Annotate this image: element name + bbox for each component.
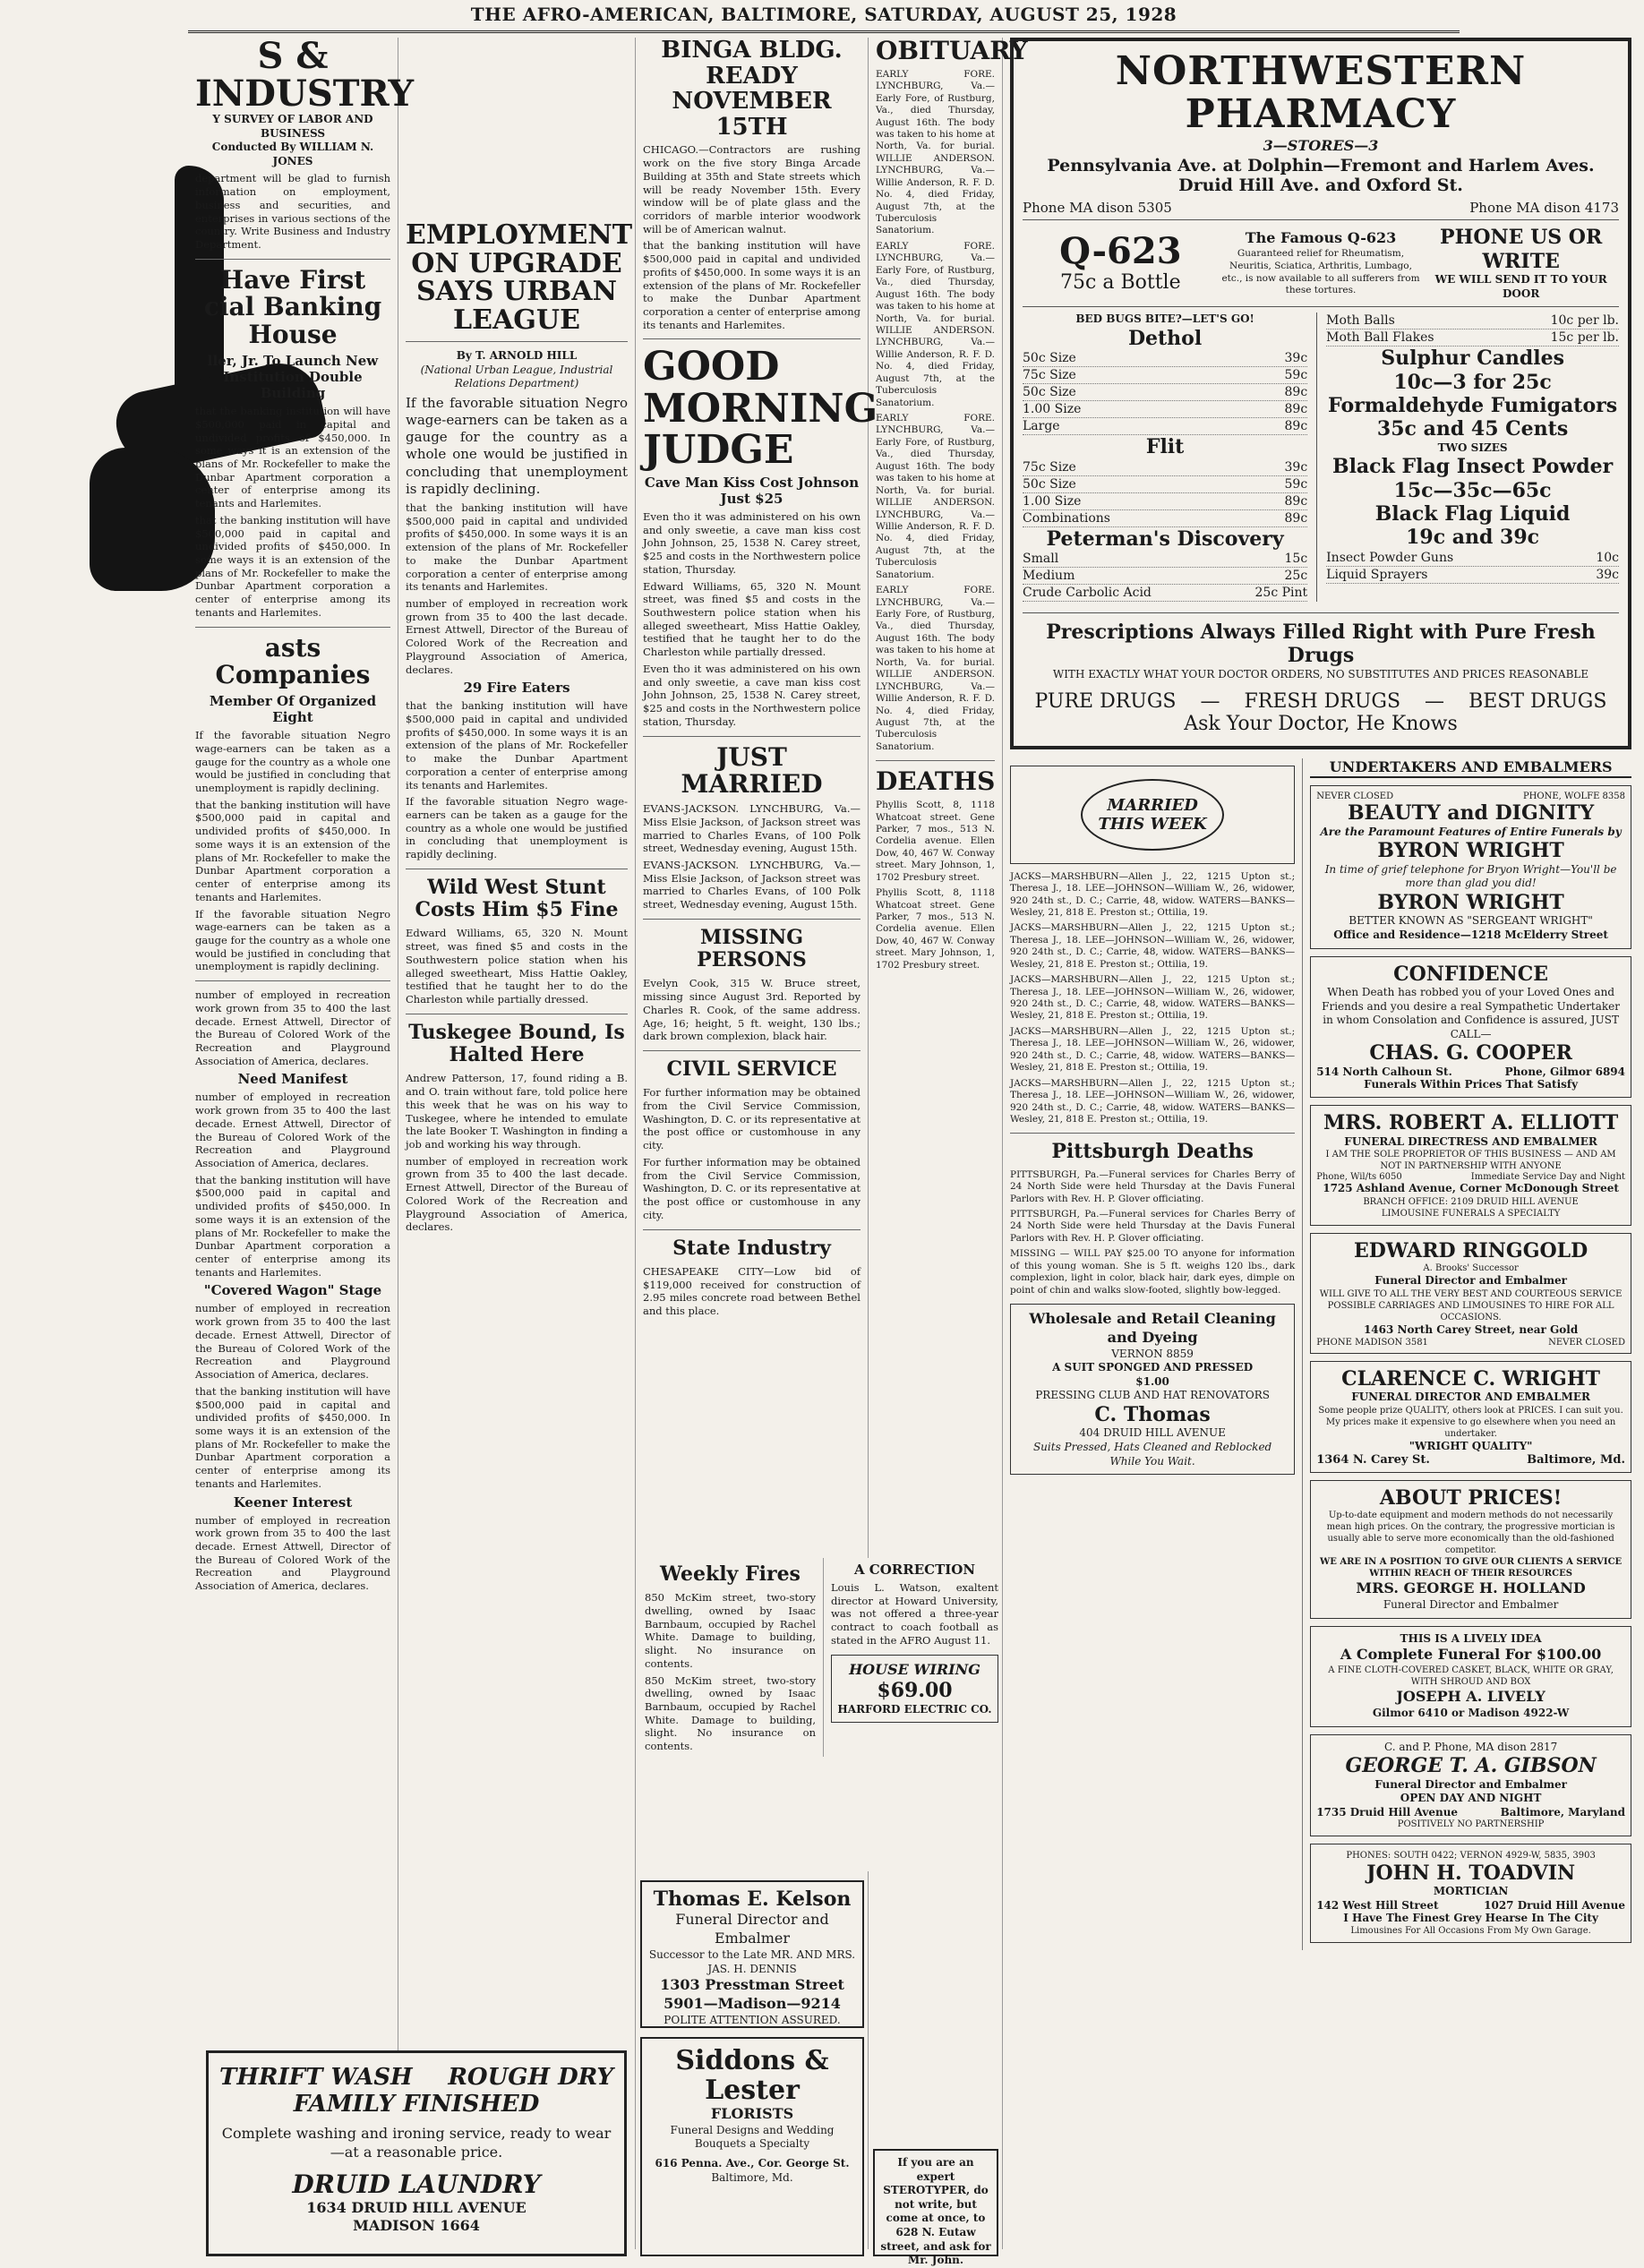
kelson-ad bbox=[640, 1880, 864, 2028]
laundry-tagline: Complete washing and ironing service, ready to wear—at a reasonable price. bbox=[221, 2125, 612, 2161]
toadvin-title: MORTICIAN bbox=[1433, 1885, 1509, 1898]
gibson-note: POSITIVELY NO PARTNERSHIP bbox=[1397, 1819, 1545, 1829]
prescriptions-sub: WITH EXACTLY WHAT YOUR DOCTOR ORDERS, NO SUBSTITUTES AND PRICES REASONABLE bbox=[1052, 667, 1589, 680]
q623-name: Q-623 bbox=[1059, 229, 1182, 272]
missing-headline: MISSING PERSONS bbox=[697, 925, 807, 972]
send-it: WE WILL SEND IT TO YOUR DOOR bbox=[1434, 272, 1607, 300]
toadvin-name: JOHN H. TOADVIN bbox=[1366, 1861, 1576, 1885]
bw-phone: PHONE, WOLFE 8358 bbox=[1522, 792, 1625, 802]
cleaning-address: 404 DRUID HILL AVENUE bbox=[1079, 1426, 1226, 1440]
price-value: 15c bbox=[1284, 551, 1308, 566]
story2-headline: asts bbox=[264, 632, 321, 663]
married-week-body-4: JACKS—MARSHBURN—Allen J., 22, 1215 Upton st.; Theresa J., 18. LEE—JOHNSON—William W., 26, widower, 920 24th st., D. C.; Carrie, 48, widow. WATERS—BANKS—Wesley, 21, 818 E. Preston st.; Ottilia, 19. bbox=[1010, 1025, 1296, 1074]
price-value: 39c bbox=[1284, 351, 1308, 366]
siddons-address: 616 Penna. Ave., Cor. George St. bbox=[655, 2156, 850, 2170]
wright-body: Some people prize QUALITY, others look at PRICES. I can suit you. My prices make it expensive to go elsewhere when you need an undertaker. bbox=[1318, 1405, 1623, 1439]
story4-subhead: "Covered Wagon" Stage bbox=[203, 1282, 382, 1299]
pharmacy-address-1: Pennsylvania Ave. at Dolphin—Fremont and Harlem Aves. bbox=[1047, 155, 1595, 175]
prices-title: ABOUT PRICES! bbox=[1379, 1486, 1563, 1511]
gibson-address: 1735 Druid Hill Avenue bbox=[1316, 1805, 1459, 1819]
price-label: Medium bbox=[1023, 568, 1075, 583]
weekly-fires-body-2: 850 McKim street, two-story dwelling, owned by Isaac Barnbaum, occupied by Rachel White. Damage to building, slight. No insurance on contents. bbox=[645, 1673, 816, 1753]
masthead: THE AFRO-AMERICAN, BALTIMORE, SATURDAY, AUGUST 25, 1928 bbox=[188, 4, 1460, 33]
cleaning-name: C. Thomas bbox=[1094, 1403, 1211, 1427]
prices-body: Up-to-date equipment and modern methods do not necessarily mean high prices. On the contrary, the progressive mortician is usually able to serve more economically than the old-fashioned competitor. bbox=[1326, 1511, 1615, 1556]
married-week-body-5: JACKS—MARSHBURN—Allen J., 22, 1215 Upton st.; Theresa J., 18. LEE—JOHNSON—William W., 26, widower, 920 24th st., D. C.; Carrie, 48, widow. WATERS—BANKS—Wesley, 21, 818 E. Preston st.; Ottilia, 19. bbox=[1010, 1077, 1296, 1125]
employment-byline: By T. ARNOLD HILL bbox=[456, 349, 578, 362]
cleaning-tagline: Suits Pressed, Hats Cleaned and Reblocked While You Wait. bbox=[1032, 1441, 1272, 1468]
married-week-body: JACKS—MARSHBURN—Allen J., 22, 1215 Upton st.; Theresa J., 18. LEE—JOHNSON—William W., 26, widower, 920 24th st., D. C.; Carrie, 48, widow. WATERS—BANKS—Wesley, 21, 818 E. Preston st.; Ottilia, 19. bbox=[1010, 870, 1296, 918]
section-title: S & INDUSTRY bbox=[195, 35, 415, 115]
wiring-price: $69.00 bbox=[877, 1679, 953, 1703]
price-row bbox=[1326, 330, 1619, 347]
sulphur-title: Sulphur Candles bbox=[1381, 347, 1564, 371]
price-value: 89c bbox=[1284, 419, 1308, 434]
price-label: 75c Size bbox=[1023, 368, 1076, 383]
kelson-phone: 5901—Madison—9214 bbox=[664, 1994, 841, 2012]
judge-body-3: Even tho it was administered on his own and only sweetie, a cave man kiss cost John Johnson, 25, 1538 N. Carey street, $25 and costs in the Northwestern police station, Thursday. bbox=[643, 662, 861, 728]
elliott-title: FUNERAL DIRECTRESS AND EMBALMER bbox=[1344, 1134, 1597, 1148]
price-row bbox=[1326, 567, 1619, 584]
pittsburgh-body: PITTSBURGH, Pa.—Funeral services for Charles Berry of 24 North Side were held Thursday at the Davis Funeral Parlors with Rev. H. P. Glover officiating. bbox=[1010, 1168, 1296, 1204]
price-label: Crude Carbolic Acid bbox=[1023, 585, 1152, 600]
q623-price: 75c a Bottle bbox=[1060, 270, 1181, 294]
price-value: 89c bbox=[1284, 385, 1308, 400]
elliott-limo: LIMOUSINE FUNERALS A SPECIALTY bbox=[1381, 1208, 1561, 1219]
judge-body: Even tho it was administered on his own and only sweetie, a cave man kiss cost John Johnson, 25, 1538 N. Carey street, $25 and costs in the Northwestern police station, Thursday. bbox=[643, 510, 861, 576]
employment-affiliation: (National Urban League, Industrial Relations Department) bbox=[420, 363, 613, 390]
confidence-title: CONFIDENCE bbox=[1393, 962, 1549, 986]
correction-headline: A CORRECTION bbox=[853, 1562, 976, 1578]
pittsburgh-body-2: PITTSBURGH, Pa.—Funeral services for Charles Berry of 24 North Side were held Thursday at the Davis Funeral Parlors with Rev. H. P. Glover officiating. bbox=[1010, 1209, 1296, 1244]
tuskegee-body: Andrew Patterson, 17, found riding a B. and O. train without fare, told police here this week that he was on his way to Tuskegee, where he intended to emulate the late Booker T. Washington in finding a job and working his way through. bbox=[406, 1072, 628, 1151]
elliott-branch: BRANCH OFFICE: 2109 DRUID HILL AVENUE bbox=[1363, 1196, 1579, 1207]
holland-name: MRS. GEORGE H. HOLLAND bbox=[1356, 1579, 1586, 1597]
price-label: Small bbox=[1023, 551, 1059, 566]
lively-title: THIS IS A LIVELY IDEA bbox=[1400, 1631, 1542, 1645]
column-ads bbox=[1003, 38, 1639, 2249]
ringgold-body: WILL GIVE TO ALL THE VERY BEST AND COURTEOUS SERVICE POSSIBLE CARRIAGES AND LIMOUSINES TO HIRE FOR ALL OCCASIONS. bbox=[1319, 1288, 1623, 1322]
story2-deck: Member Of Organized Eight bbox=[209, 693, 377, 726]
employment-lede: If the favorable situation Negro wage-earners can be taken as a gauge for the country as a whole one would be justified in concluding that unemployment is rapidly declining. bbox=[406, 394, 628, 497]
wright-name: CLARENCE C. WRIGHT bbox=[1341, 1366, 1600, 1391]
price-label: Liquid Sprayers bbox=[1326, 567, 1428, 582]
phone-us: PHONE US OR WRITE bbox=[1440, 226, 1603, 273]
kelson-successor: Successor to the Late MR. AND MRS. JAS. H. DENNIS bbox=[648, 1947, 856, 1975]
civil-headline: CIVIL SERVICE bbox=[666, 1057, 837, 1082]
price-label: 1.00 Size bbox=[1023, 493, 1082, 509]
price-row bbox=[1023, 568, 1307, 585]
bedbugs-line: BED BUGS BITE?—LET'S GO! bbox=[1075, 312, 1254, 326]
lively-name: JOSEPH A. LIVELY bbox=[1396, 1688, 1546, 1706]
blackflag-price: 15c—35c—65c bbox=[1393, 478, 1552, 502]
column-employment bbox=[398, 38, 636, 2249]
laundry-phone: MADISON 1664 bbox=[353, 2217, 480, 2235]
price-row bbox=[1023, 350, 1307, 367]
price-label: Insect Powder Guns bbox=[1326, 550, 1454, 565]
toadvin-address-2: 1027 Druid Hill Avenue bbox=[1484, 1898, 1625, 1912]
siddons-line: Funeral Designs and Wedding Bouquets a Specialty bbox=[670, 2123, 835, 2151]
price-row bbox=[1326, 550, 1619, 567]
binga-body: CHICAGO.—Contractors are rushing work on the five story Binga Arcade Building at 35th and State streets which will be ready November 15th. Every window will be of plate glass and the corridors of marble interior woodwork will be of American walnut. bbox=[643, 143, 861, 235]
liquid-price: 19c and 39c bbox=[1406, 526, 1540, 550]
siddons-ad bbox=[640, 2037, 864, 2256]
stereotyper-ad bbox=[873, 2149, 998, 2267]
employment-headline: EMPLOYMENT ON UPGRADE SAYS URBAN LEAGUE bbox=[406, 219, 633, 336]
section-subtitle: Y SURVEY OF LABOR AND BUSINESS bbox=[212, 113, 373, 140]
deaths-body-2: Phyllis Scott, 8, 1118 Whatcoat street. Gene Parker, 7 mos., 513 N. Cordelia avenue. Ellen Dow, 40, 467 W. Conway street. Mary Johnson, 1, 1702 Presbury street. bbox=[876, 887, 995, 971]
price-value: 59c bbox=[1284, 476, 1308, 492]
tuskegee-headline: Tuskegee Bound, Is Halted Here bbox=[408, 1020, 625, 1067]
holland-title: Funeral Director and Embalmer bbox=[1383, 1598, 1559, 1612]
stunt-body: Edward Williams, 65, 320 N. Mount street, was fined $5 and costs in the Southwestern police station when his alleged sweetheart, Miss Hattie Oakley, testified that he taught her to do the Charleston while partially dressed. bbox=[406, 927, 628, 1006]
married-body: EVANS-JACKSON. LYNCHBURG, Va.—Miss Elsie Jackson, of Jackson street was married to Charles Evans, of 100 Polk street, Wednesday evening, August 15th. bbox=[643, 802, 861, 855]
price-value: 89c bbox=[1284, 493, 1308, 509]
siddons-name: Siddons & Lester bbox=[675, 2045, 829, 2106]
civil-body: For further information may be obtained from the Civil Service Commission, Washington, D. C. or its representative at the post office or customhouse in any city. bbox=[643, 1086, 861, 1152]
state-body: CHESAPEAKE CITY—Low bid of $119,000 received for construction of 2.95 miles concrete road between Bethel and this place. bbox=[643, 1264, 861, 1317]
story3-body-cont: number of employed in recreation work grown from 35 to 400 the last decade. Ernest Attwell, Director of the Bureau of Colored Work of the Recreation and Playground Association of America, declares. bbox=[195, 1091, 390, 1170]
deaths-headline: DEATHS bbox=[876, 766, 996, 797]
obituary-headline: OBITUARY bbox=[876, 36, 1028, 65]
story4-body-cont: that the banking institution will have $500,000 paid in capital and undivided profits of $450,000. In some ways it is an extension of the plans of Mr. Rockefeller to make the Dunbar Apartment corporation a center of enterprise among its tenants and Harlemites. bbox=[195, 1384, 390, 1490]
price-value: 39c bbox=[1596, 567, 1619, 582]
ringgold-title: Funeral Director and Embalmer bbox=[1374, 1274, 1567, 1288]
laundry-title-3: FAMILY FINISHED bbox=[293, 2091, 540, 2118]
kelson-address: 1303 Presstman Street bbox=[660, 1976, 844, 1994]
pharmacy-stores: 3—STORES—3 bbox=[1263, 136, 1379, 154]
story3-body-cont2: that the banking institution will have $500,000 paid in capital and undivided profits of $450,000. In some ways it is an extension of the plans of Mr. Rockefeller to make the Dunbar Apartment corporation a center of enterprise among its tenants and Harlemites. bbox=[195, 1173, 390, 1279]
missing-body: Evelyn Cook, 315 W. Bruce street, missing since August 3rd. Reported by Charles R. Cook, of the same address. Age, 16; height, 5 ft. weight, 130 lbs.; dark brown complexion, black hair. bbox=[643, 977, 861, 1043]
wiring-company: HARFORD ELECTRIC CO. bbox=[837, 1702, 992, 1716]
story-body-cont: that the banking institution will have $500,000 paid in capital and undivided profits of $450,000. In some ways it is an extension of the plans of Mr. Rockefeller to make the Dunbar Apartment corporation a center of enterprise among its tenants and Harlemites. bbox=[195, 513, 390, 619]
binga-headline: BINGA BLDG. READY NOVEMBER 15TH bbox=[661, 37, 843, 141]
price-label: Combinations bbox=[1023, 510, 1110, 526]
siddons-subtitle: FLORISTS bbox=[710, 2105, 794, 2122]
price-label: 50c Size bbox=[1023, 385, 1076, 400]
best-drugs: BEST DRUGS bbox=[1468, 690, 1607, 714]
cleaning-phone: VERNON 8859 bbox=[1111, 1347, 1194, 1360]
elliott-address: 1725 Ashland Avenue, Corner McDonough Street bbox=[1323, 1182, 1619, 1195]
wright-quality: "WRIGHT QUALITY" bbox=[1409, 1439, 1533, 1452]
story5-body: number of employed in recreation work grown from 35 to 400 the last decade. Ernest Attwell, Director of the Bureau of Colored Work of the Recreation and Playground Association of America, declares. bbox=[195, 1513, 390, 1593]
story2-body-cont2: If the favorable situation Negro wage-earners can be taken as a gauge for the country as a whole one would be justified in concluding that unemployment is rapidly declining. bbox=[195, 907, 390, 973]
section-editor: Conducted By WILLIAM N. JONES bbox=[211, 141, 374, 167]
ringgold-phone: PHONE MADISON 3581 bbox=[1316, 1337, 1428, 1348]
price-row bbox=[1023, 367, 1307, 384]
price-row bbox=[1023, 459, 1307, 476]
laundry-title-1: THRIFT WASH bbox=[219, 2064, 413, 2091]
wiring-title: HOUSE WIRING bbox=[849, 1660, 980, 1678]
ringgold-address: 1463 North Carey Street, near Gold bbox=[1363, 1322, 1579, 1336]
story-deck: ller, Jr. To Launch New Institution Double Building bbox=[207, 353, 379, 402]
tuskegee-body-2: number of employed in recreation work grown from 35 to 400 the last decade. Ernest Attwell, Director of the Bureau of Colored Work of the Recreation and Playground Association of America, declares. bbox=[406, 1154, 628, 1234]
price-label: Moth Ball Flakes bbox=[1326, 330, 1434, 346]
q623-famous: The Famous Q-623 bbox=[1245, 229, 1397, 247]
story-headline: Have First bbox=[219, 264, 366, 295]
elliott-service: Immediate Service Day and Night bbox=[1470, 1172, 1625, 1183]
cooper-phone: Phone, Gilmor 6894 bbox=[1504, 1065, 1625, 1078]
married-week-badge: MARRIED THIS WEEK bbox=[1081, 779, 1224, 851]
price-label: 50c Size bbox=[1023, 476, 1076, 492]
q623-guarantee: Guaranteed relief for Rheumatism, Neuritis, Sciatica, Arthritis, Lumbago, etc., is now available to all sufferers from these tortures. bbox=[1221, 248, 1420, 296]
story4-body: number of employed in recreation work grown from 35 to 400 the last decade. Ernest Attwell, Director of the Bureau of Colored Work of the Recreation and Playground Association of America, declares. bbox=[195, 1302, 390, 1382]
cleaning-title: Wholesale and Retail Cleaning and Dyeing bbox=[1029, 1310, 1276, 1346]
price-row bbox=[1023, 585, 1307, 602]
price-row bbox=[1023, 510, 1307, 527]
fire-subhead: 29 Fire Eaters bbox=[463, 680, 570, 697]
laundry-address: 1634 DRUID HILL AVENUE bbox=[306, 2198, 527, 2216]
column-business bbox=[188, 35, 415, 2249]
toadvin-phones: PHONES: SOUTH 0422; VERNON 4929-W, 5835, 3903 bbox=[1346, 1850, 1596, 1861]
pittsburgh-headline: Pittsburgh Deaths bbox=[1051, 1140, 1254, 1164]
pharmacy-phone-left: Phone MA dison 5305 bbox=[1023, 200, 1172, 217]
judge-deck: Cave Man Kiss Cost Johnson Just $25 bbox=[644, 475, 860, 507]
elliott-name: MRS. ROBERT A. ELLIOTT bbox=[1323, 1111, 1619, 1135]
price-label: 75c Size bbox=[1023, 459, 1076, 475]
toadvin-hearse: I Have The Finest Grey Hearse In The City bbox=[1343, 1911, 1598, 1924]
fresh-drugs: FRESH DRUGS bbox=[1244, 690, 1401, 714]
bw-name-2: BYRON WRIGHT bbox=[1377, 891, 1564, 915]
price-label: Large bbox=[1023, 419, 1060, 434]
price-value: 25c Pint bbox=[1254, 585, 1308, 600]
story3-body: number of employed in recreation work grown from 35 to 400 the last decade. Ernest Attwell, Director of the Bureau of Colored Work of the Recreation and Playground Association of America, declares. bbox=[195, 989, 390, 1067]
story3-subhead: Need Manifest bbox=[237, 1071, 348, 1088]
price-value: 39c bbox=[1284, 459, 1308, 475]
bw-known: BETTER KNOWN AS "SERGEANT WRIGHT" bbox=[1349, 914, 1593, 928]
siddons-city: Baltimore, Md. bbox=[711, 2170, 793, 2184]
lower-news-block bbox=[645, 1558, 998, 1871]
binga-body-2: that the banking institution will have $500,000 paid in capital and undivided profits of $450,000. In some ways it is an extension of the plans of Mr. Rockefeller to make the Dunbar Apartment corporation a center of enterprise among its tenants and Harlemites. bbox=[643, 239, 861, 331]
peterman-title: Peterman's Discovery bbox=[1046, 526, 1284, 551]
civil-body-2: For further information may be obtained from the Civil Service Commission, Washington, D. C. or its representative at the post office or customhouse in any city. bbox=[643, 1155, 861, 1221]
bw-name: BYRON WRIGHT bbox=[1377, 839, 1564, 863]
fire-body: that the banking institution will have $500,000 paid in capital and undivided profits of $450,000. In some ways it is an extension of the plans of Mr. Rockefeller to make the Dunbar Apartment corporation a center of enterprise among its tenants and Harlemites. bbox=[406, 699, 628, 792]
fire-body-2: If the favorable situation Negro wage-earners can be taken as a gauge for the country as a whole one would be justified in concluding that unemployment is rapidly declining. bbox=[406, 795, 628, 861]
price-row bbox=[1023, 476, 1307, 493]
stereotyper-text: If you are an expert STEROTYPER, do not write, but come at once, to 628 N. Eutaw street, and ask for Mr. John. bbox=[880, 2156, 991, 2267]
employment-body-2: number of employed in recreation work grown from 35 to 400 the last decade. Ernest Attwell, Director of the Bureau of Colored Work of the Recreation and Playground Association of America, declares. bbox=[406, 596, 628, 676]
judge-body-2: Edward Williams, 65, 320 N. Mount street, was fined $5 and costs in the Southwestern police station when his alleged sweetheart, Miss Hattie Oakley, testified that he taught her to do the Charleston while partially dressed. bbox=[643, 579, 861, 659]
pure-drugs: PURE DRUGS bbox=[1034, 690, 1177, 714]
judge-headline: GOOD MORNING JUDGE bbox=[643, 344, 878, 473]
story-headline-2: cial Banking House bbox=[203, 292, 382, 350]
story5-subhead: Keener Interest bbox=[233, 1493, 353, 1511]
cooper-tagline: Funerals Within Prices That Satisfy bbox=[1364, 1077, 1579, 1091]
ask-doctor: Ask Your Doctor, He Knows bbox=[1184, 713, 1458, 736]
dethol-price-list bbox=[1023, 350, 1307, 435]
story-body: that the banking institution will have $500,000 paid in capital and undivided profits of $450,000. In some ways it is an extension of the plans of Mr. Rockefeller to make the Dunbar Apartment corporation a center of enterprise among its tenants and Harlemites. bbox=[195, 405, 390, 510]
bw-office: Office and Residence—1218 McElderry Street bbox=[1333, 929, 1608, 942]
elliott-phone: Phone, Wil/ts 6050 bbox=[1316, 1172, 1402, 1183]
confidence-body: When Death has robbed you of your Loved Ones and Friends and you desire a real Sympathetic Undertaker in whom Consolation and Confidence is assured, JUST CALL— bbox=[1322, 986, 1621, 1040]
laundry-name: DRUID LAUNDRY bbox=[292, 2169, 541, 2199]
price-value: 10c per lb. bbox=[1550, 313, 1619, 329]
married-week-body-3: JACKS—MARSHBURN—Allen J., 22, 1215 Upton st.; Theresa J., 18. LEE—JOHNSON—William W., 26, widower, 920 24th st., D. C.; Carrie, 48, widow. WATERS—BANKS—Wesley, 21, 818 E. Preston st.; Ottilia, 19. bbox=[1010, 974, 1296, 1022]
toadvin-limo: Limousines For All Occasions From My Own Garage. bbox=[1350, 1926, 1591, 1937]
price-value: 25c bbox=[1284, 568, 1308, 583]
cooper-name: CHAS. G. COOPER bbox=[1369, 1041, 1572, 1066]
bw-never-closed: NEVER CLOSED bbox=[1316, 792, 1394, 802]
price-value: 89c bbox=[1284, 510, 1308, 526]
dethol-title: Dethol bbox=[1127, 326, 1203, 350]
elliott-owner: I AM THE SOLE PROPRIETOR OF THIS BUSINESS — AND AM NOT IN PARTNERSHIP WITH ANYONE bbox=[1325, 1150, 1616, 1172]
kelson-title: Funeral Director and Embalmer bbox=[675, 1911, 829, 1947]
sulphur-price: 10c—3 for 25c bbox=[1393, 370, 1552, 394]
undertakers-header: UNDERTAKERS AND EMBALMERS bbox=[1310, 758, 1631, 779]
weekly-fires-headline: Weekly Fires bbox=[660, 1562, 801, 1586]
lower-right-block bbox=[1010, 758, 1631, 1951]
obituary-body-4: EARLY FORE. LYNCHBURG, Va.—Early Fore, of Rustburg, Va., died Thursday, August 16th. The body was taken to his home at North, Va. for burial. WILLIE ANDERSON. LYNCHBURG, Va.—Willie Anderson, R. F. D. No. 4, died Friday, August 7th, at the Tuberculosis Sanatorium. bbox=[876, 585, 995, 752]
bw-grief: In time of grief telephone for Bryon Wright—You'll be more than glad you did! bbox=[1324, 862, 1617, 890]
liquid-title: Black Flag Liquid bbox=[1374, 502, 1571, 526]
price-label: Moth Balls bbox=[1326, 313, 1395, 329]
toadvin-address-1: 142 West Hill Street bbox=[1316, 1898, 1439, 1912]
price-label: 1.00 Size bbox=[1023, 402, 1082, 417]
obituary-body-3: EARLY FORE. LYNCHBURG, Va.—Early Fore, of Rustburg, Va., died Thursday, August 16th. The body was taken to his home at North, Va. for burial. WILLIE ANDERSON. LYNCHBURG, Va.—Willie Anderson, R. F. D. No. 4, died Friday, August 7th, at the Tuberculosis Sanatorium. bbox=[876, 413, 995, 580]
gibson-hours: OPEN DAY AND NIGHT bbox=[1400, 1792, 1542, 1805]
price-row bbox=[1023, 401, 1307, 418]
gibson-title: Funeral Director and Embalmer bbox=[1374, 1777, 1567, 1791]
price-row bbox=[1023, 418, 1307, 435]
price-value: 89c bbox=[1284, 402, 1308, 417]
cooper-address: 514 North Calhoun St. bbox=[1316, 1065, 1452, 1078]
gibson-city: Baltimore, Maryland bbox=[1500, 1805, 1625, 1819]
correction-body: Louis L. Watson, exaltent director at Howard University, was not offered a three-year contract to coach football as stated in the AFRO August 11. bbox=[831, 1581, 998, 1647]
formal-price: 35c and 45 Cents bbox=[1376, 417, 1569, 441]
sprayer-price-list bbox=[1326, 550, 1619, 584]
stunt-headline: Wild West Stunt Costs Him $5 Fine bbox=[415, 875, 619, 922]
cleaning-club: PRESSING CLUB AND HAT RENOVATORS bbox=[1035, 1389, 1270, 1402]
ringgold-never-closed: NEVER CLOSED bbox=[1548, 1337, 1625, 1348]
pharmacy-address-2: Druid Hill Ave. and Oxford St. bbox=[1178, 175, 1463, 196]
obituary-body-2: EARLY FORE. LYNCHBURG, Va.—Early Fore, of Rustburg, Va., died Thursday, August 16th. The body was taken to his home at North, Va. for burial. WILLIE ANDERSON. LYNCHBURG, Va.—Willie Anderson, R. F. D. No. 4, died Friday, August 7th, at the Tuberculosis Sanatorium. bbox=[876, 240, 995, 408]
deaths-body: Phyllis Scott, 8, 1118 Whatcoat street. Gene Parker, 7 mos., 513 N. Cordelia avenue. Ellen Dow, 40, 467 W. Conway street. Mary Johnson, 1, 1702 Presbury street. bbox=[876, 800, 995, 883]
pharmacy-name: NORTHWESTERN PHARMACY bbox=[1115, 48, 1527, 138]
lively-body: A FINE CLOTH-COVERED CASKET, BLACK, WHITE OR GRAY, WITH SHROUD AND BOX bbox=[1328, 1665, 1614, 1688]
flit-title: Flit bbox=[1145, 435, 1185, 459]
pharmacy-phone-right: Phone MA dison 4173 bbox=[1469, 200, 1619, 217]
formal-sizes: TWO SIZES bbox=[1437, 441, 1508, 454]
cleaning-suit: A SUIT SPONGED AND PRESSED bbox=[1052, 1361, 1254, 1374]
state-headline: State Industry bbox=[672, 1236, 831, 1260]
bw-sub: Are the Paramount Features of Entire Funerals by bbox=[1320, 825, 1622, 838]
price-row bbox=[1023, 551, 1307, 568]
lively-phone: Gilmor 6410 or Madison 4922-W bbox=[1372, 1707, 1570, 1720]
formal-title: Formaldehyde Fumigators bbox=[1328, 393, 1618, 417]
married-week-body-2: JACKS—MARSHBURN—Allen J., 22, 1215 Upton st.; Theresa J., 18. LEE—JOHNSON—William W., 26, widower, 920 24th st., D. C.; Carrie, 48, widow. WATERS—BANKS—Wesley, 21, 818 E. Preston st.; Ottilia, 19. bbox=[1010, 922, 1296, 970]
price-value: 15c per lb. bbox=[1550, 330, 1619, 346]
peterman-price-list bbox=[1023, 551, 1307, 602]
price-value: 10c bbox=[1596, 550, 1619, 565]
blackflag-title: Black Flag Insect Powder bbox=[1331, 455, 1614, 479]
weekly-fires-body: 850 McKim street, two-story dwelling, owned by Isaac Barnbaum, occupied by Rachel White. Damage to building, slight. No insurance on contents. bbox=[645, 1591, 816, 1670]
price-row bbox=[1326, 312, 1619, 330]
story2-headline-2: Companies bbox=[215, 660, 371, 690]
gibson-phone: C. and P. Phone, MA dison 2817 bbox=[1383, 1740, 1558, 1753]
prescriptions-line: Prescriptions Always Filled Right with Pure Fresh Drugs bbox=[1023, 612, 1619, 668]
druid-laundry-ad bbox=[206, 2050, 627, 2256]
obituary-body: EARLY FORE. LYNCHBURG, Va.—Early Fore, of Rustburg, Va., died Thursday, August 16th. The body was taken to his home at North, Va. for burial. WILLIE ANDERSON. LYNCHBURG, Va.—Willie Anderson, R. F. D. No. 4, died Friday, August 7th, at the Tuberculosis Sanatorium. bbox=[876, 68, 995, 236]
kelson-name: Thomas E. Kelson bbox=[653, 1887, 852, 1911]
story2-body-cont: that the banking institution will have $500,000 paid in capital and undivided profits of $450,000. In some ways it is an extension of the plans of Mr. Rockefeller to make the Dunbar Apartment corporation a center of enterprise among its tenants and Harlemites. bbox=[195, 798, 390, 903]
laundry-title-2: ROUGH DRY bbox=[448, 2064, 613, 2091]
ringgold-successor: A. Brooks' Successor bbox=[1423, 1263, 1519, 1274]
flit-price-list bbox=[1023, 459, 1307, 527]
ringgold-name: EDWARD RINGGOLD bbox=[1353, 1238, 1588, 1262]
wright-title: FUNERAL DIRECTOR AND EMBALMER bbox=[1351, 1390, 1590, 1403]
cleaning-price: $1.00 bbox=[1135, 1374, 1169, 1388]
pharmacy-ad: NORTHWESTERN PHARMACY 3—STORES—3 Pennsylvania Ave. at Dolphin—Fremont and Harlem Aves. Druid Hill Ave. and Oxford St. Phone MA dison 5305 Phone MA dison 4173 Q-623 75c a Bottle The Famous Q-623 Guaranteed relief for Rheumatism, Neuritis, Sciatica, Arthritis, Lumbago, etc., is now available to all sufferers from these tortures. PHONE US OR WRITE WE WILL SEND IT TO YOUR DOOR BED BUGS BITE?—LET'S GO! Dethol 50c Size 39c 75c Size 59c 50c Size 89c 1.00 Size 89c Large 89c Flit 75c Size 39c 50c Size 59c 1.00 Size 89c Combinations 89c Peterman's Discovery Small 15c Medium 25c Crude Carbolic Acid 25c Pint Moth Balls 10c per lb. Moth Ball Flakes 15c per lb. Sulphur Candles 10c—3 for 25c Formaldehyde Fumigators 35c and 45 Cents TWO SIZES Black Flag Insect Powder 15c—35c—65c Black Flag Liquid 19c and 39c Insect Powder Guns 10c Liquid Sprayers 39c Prescriptions Always Filled Right with Pure Fresh Drugs WITH EXACTLY WHAT YOUR DOCTOR ORDERS, NO SUBSTITUTES AND PRICES REASONABLE PURE DRUGS — FRESH DRUGS — BEST DRUGS Ask Your Doctor, He Knows bbox=[1010, 38, 1631, 749]
married-body-2: EVANS-JACKSON. LYNCHBURG, Va.—Miss Elsie Jackson, of Jackson street was married to Charles Evans, of 100 Polk street, Wednesday evening, August 15th. bbox=[643, 858, 861, 911]
missing-notice: MISSING — WILL PAY $25.00 TO anyone for information of this young woman. She is 5 ft. weighs 120 lbs., dark complexion, light in color, black hair, dark eyes, dimple on point of chin and walks slow-footed, slightly bow-legged. bbox=[1010, 1248, 1296, 1296]
price-row bbox=[1023, 493, 1307, 510]
kelson-note: POLITE ATTENTION ASSURED. bbox=[664, 2013, 841, 2026]
moth-price-list bbox=[1326, 312, 1619, 347]
price-row bbox=[1023, 384, 1307, 401]
section-note: department will be glad to furnish information on employment, business and securities, and enterprises in various sections of the country. Write Business and Industry Department. bbox=[195, 172, 390, 251]
wright-address: 1364 N. Carey St. bbox=[1316, 1453, 1430, 1468]
gibson-name: GEORGE T. A. GIBSON bbox=[1345, 1754, 1597, 1778]
lively-offer: A Complete Funeral For $100.00 bbox=[1340, 1646, 1602, 1664]
employment-body: that the banking institution will have $500,000 paid in capital and undivided profits of $450,000. In some ways it is an extension of the plans of Mr. Rockefeller to make the Dunbar Apartment corporation a center of enterprise among its tenants and Harlemites. bbox=[406, 501, 628, 594]
wright-city: Baltimore, Md. bbox=[1527, 1453, 1625, 1468]
prices-offer: WE ARE IN A POSITION TO GIVE OUR CLIENTS A SERVICE WITHIN REACH OF THEIR RESOURCES bbox=[1319, 1557, 1623, 1579]
story2-body: If the favorable situation Negro wage-earners can be taken as a gauge for the country as a whole one would be justified in concluding that unemployment is rapidly declining. bbox=[195, 729, 390, 795]
bw-title: BEAUTY and DIGNITY bbox=[1347, 801, 1595, 826]
price-value: 59c bbox=[1284, 368, 1308, 383]
married-headline: JUST MARRIED bbox=[681, 741, 823, 800]
column-obituary bbox=[869, 36, 1028, 2249]
price-label: 50c Size bbox=[1023, 351, 1076, 366]
